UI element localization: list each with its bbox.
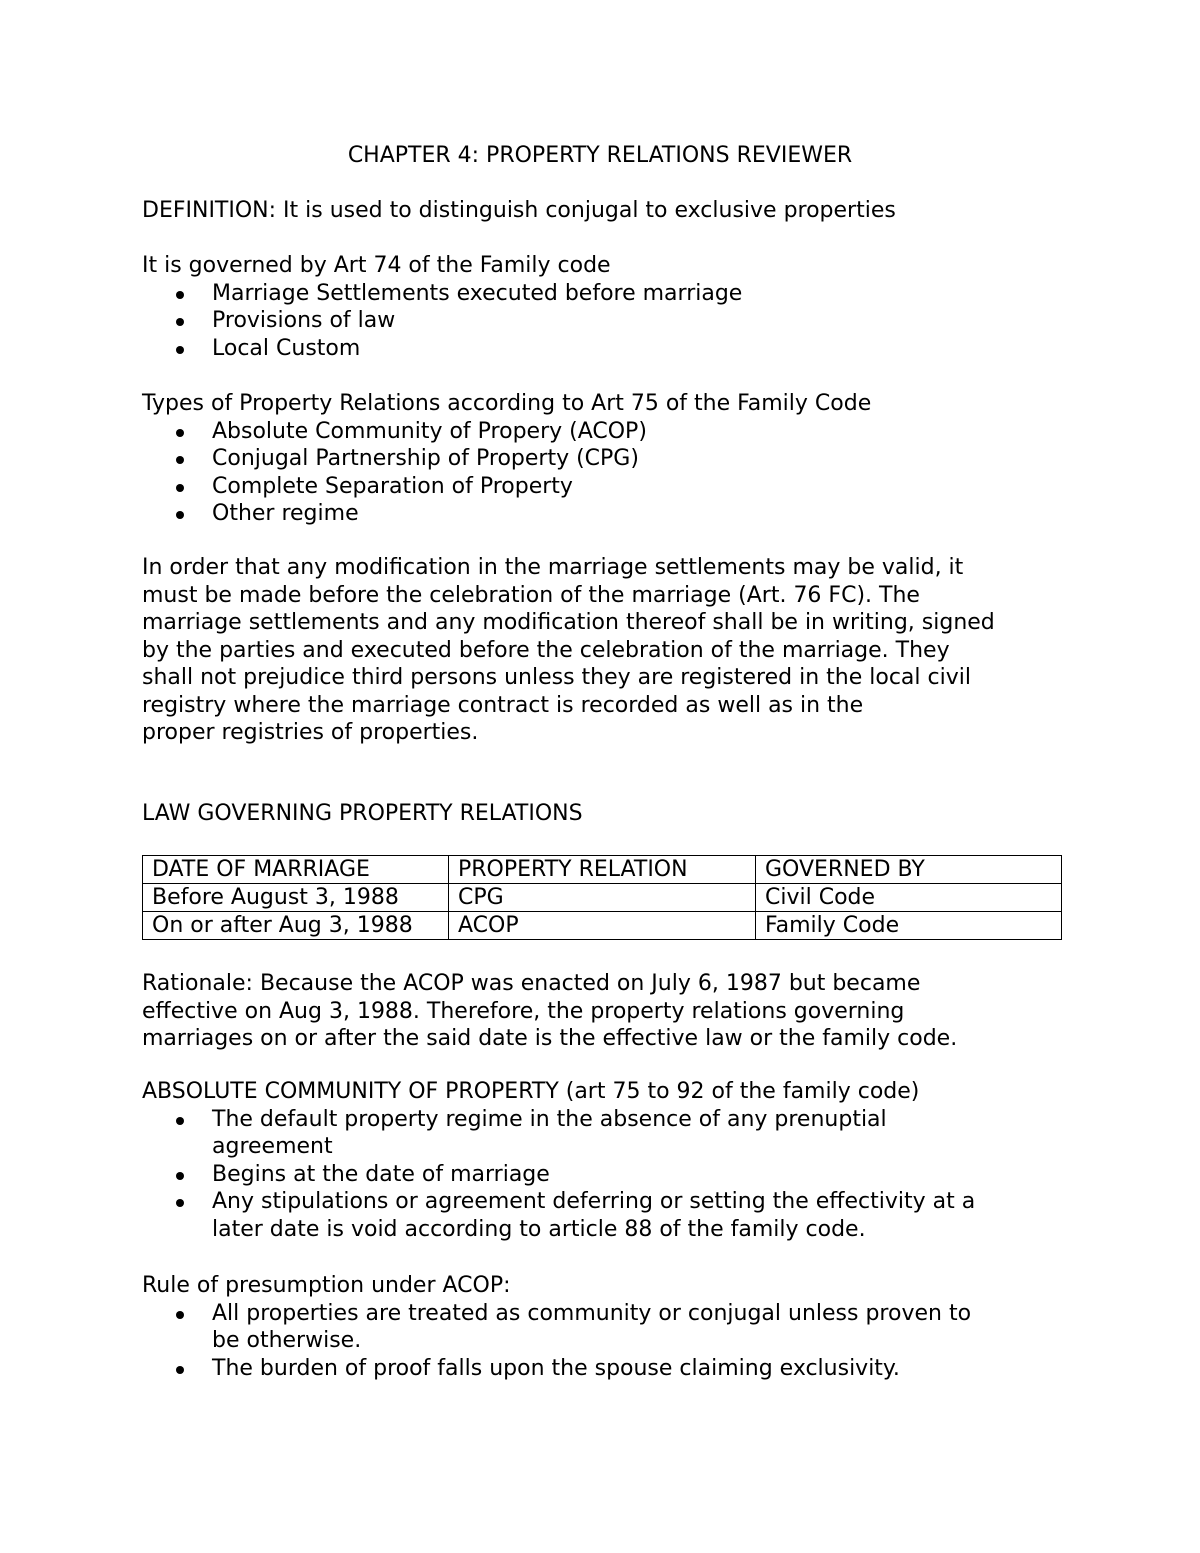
governed-heading: It is governed by Art 74 of the Family code [142, 253, 611, 278]
types-list [142, 418, 1062, 528]
table-cell: ACOP [449, 912, 756, 940]
table-header-row [143, 856, 1062, 884]
list-item-line: later date is void according to article 88 of the family code. [212, 1216, 866, 1242]
governed-list [142, 280, 1062, 363]
acop-heading: ABSOLUTE COMMUNITY OF PROPERTY (art 75 to 92 of the family code) [142, 1079, 920, 1104]
table-row [143, 884, 1062, 912]
list-item-line: All properties are treated as community or conjugal unless proven to [212, 1300, 972, 1326]
governed-section [142, 252, 1062, 362]
table-cell: CPG [449, 884, 756, 912]
list-item: Complete Separation of Property [142, 473, 1062, 501]
table-cell: Civil Code [756, 884, 1062, 912]
types-section [142, 390, 1062, 528]
paragraph-line: In order that any modification in the marriage settlements may be valid, it [142, 555, 964, 580]
table-header-cell: DATE OF MARRIAGE [143, 856, 449, 884]
paragraph-line: shall not prejudice third persons unless they are registered in the local civil [142, 665, 971, 690]
list-item [142, 1188, 1062, 1243]
list-item-line: Begins at the date of marriage [212, 1161, 550, 1187]
list-item-line: The burden of proof falls upon the spouse claiming exclusivity. [212, 1355, 900, 1381]
definition-text: DEFINITION: It is used to distinguish conjugal to exclusive properties [142, 198, 896, 223]
list-item-line: be otherwise. [212, 1328, 362, 1353]
modification-paragraph [142, 554, 1062, 747]
paragraph-line: must be made before the celebration of the marriage (Art. 76 FC). The [142, 582, 920, 608]
list-item [142, 1161, 1062, 1189]
paragraph-line: effective on Aug 3, 1988. Therefore, the property relations governing [142, 998, 905, 1024]
list-item: Conjugal Partnership of Property (CPG) [142, 445, 1062, 473]
paragraph-line: Rationale: Because the ACOP was enacted on July 6, 1987 but became [142, 971, 921, 996]
paragraph-line: proper registries of properties. [142, 720, 479, 745]
types-heading: Types of Property Relations according to Art 75 of the Family Code [142, 391, 872, 416]
paragraph-line: by the parties and executed before the celebration of the marriage. They [142, 637, 950, 663]
list-item: Provisions of law [142, 307, 1062, 335]
list-item: Absolute Community of Propery (ACOP) [142, 418, 1062, 446]
acop-section [142, 1078, 1062, 1243]
list-item: Marriage Settlements executed before marriage [142, 280, 1062, 308]
page-title: CHAPTER 4: PROPERTY RELATIONS REVIEWER [347, 143, 853, 168]
presumption-section [142, 1272, 1062, 1382]
table-row [143, 912, 1062, 940]
law-heading: LAW GOVERNING PROPERTY RELATIONS [142, 801, 583, 826]
list-item-line: The default property regime in the absence of any prenuptial [212, 1106, 887, 1132]
table-header-cell: GOVERNED BY [756, 856, 1062, 884]
paragraph-line: marriage settlements and any modification thereof shall be in writing, signed [142, 610, 995, 635]
list-item-line: agreement [212, 1134, 333, 1159]
list-item [142, 1106, 1062, 1161]
table-cell: Before August 3, 1988 [143, 884, 449, 912]
presumption-heading: Rule of presumption under ACOP: [142, 1273, 511, 1298]
list-item: Other regime [142, 500, 1062, 528]
table-cell: On or after Aug 3, 1988 [143, 912, 449, 940]
table-header-cell: PROPERTY RELATION [449, 856, 756, 884]
list-item [142, 1300, 1062, 1355]
acop-list [142, 1106, 1062, 1244]
paragraph-line: registry where the marriage contract is recorded as well as in the [142, 692, 864, 718]
list-item [142, 1355, 1062, 1383]
table-cell: Family Code [756, 912, 1062, 940]
paragraph-line: marriages on or after the said date is the effective law or the family code. [142, 1026, 958, 1051]
list-item-line: Any stipulations or agreement deferring or setting the effectivity at a [212, 1189, 976, 1214]
list-item: Local Custom [142, 335, 1062, 363]
law-table [142, 855, 1062, 940]
rationale-paragraph [142, 970, 1062, 1053]
presumption-list [142, 1300, 1062, 1383]
